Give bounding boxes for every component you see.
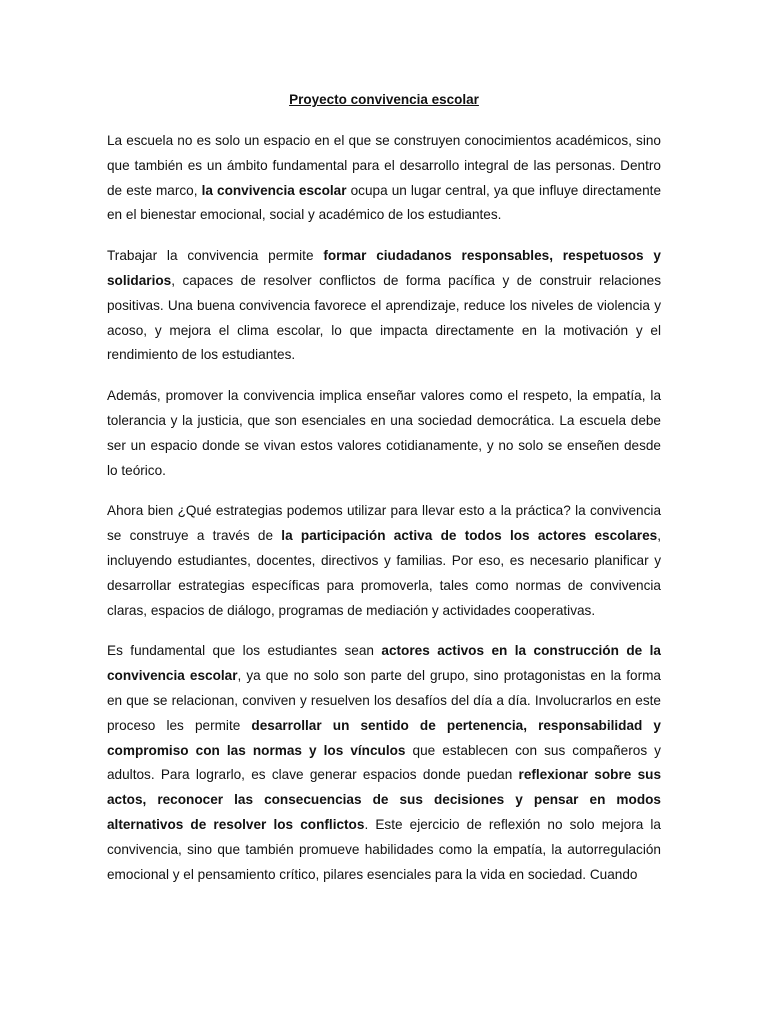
paragraph-text: Además, promover la convivencia implica enseñar valores como el respeto, la empatía, la tolerancia y la justicia, que son esenciales en una sociedad democrática. La escuela debe ser un espacio donde se vivan estos valores cotidianamente, y no solo se enseñen desde lo teórico. <box>107 388 661 478</box>
paragraph-5 <box>107 639 661 887</box>
paragraph-bold-text: actores activos en la construcción de la convivencia escolar <box>107 643 661 684</box>
paragraph-3 <box>107 384 661 483</box>
paragraph-bold-text: la participación activa de todos los actores escolares <box>281 528 658 544</box>
paragraph-4 <box>107 499 661 623</box>
paragraph-2 <box>107 244 661 368</box>
paragraph-bold-text: desarrollar un sentido de pertenencia, responsabilidad y compromiso con las normas y los vínculos <box>107 717 661 758</box>
paragraph-text: ocupa un lugar central, ya que influye directamente en el bienestar emocional, social y académico de los estudiantes. <box>107 182 662 223</box>
paragraph-text: , incluyendo estudiantes, docentes, directivos y familias. Por eso, es necesario planificar y desarrollar estrategias específicas para promoverla, tales como normas de convivencia claras, espacios de diálogo, programas de mediación y actividades cooperativas. <box>107 528 661 618</box>
paragraph-text: La escuela no es solo un espacio en el que se construyen conocimientos académicos, sino que también es un ámbito fundamental para el desarrollo integral de las personas. Dentro de este marco, <box>107 133 661 198</box>
paragraph-text: Trabajar la convivencia permite <box>107 248 324 264</box>
paragraph-text: , ya que no solo son parte del grupo, sino protagonistas en la forma en que se relacionan, conviven y resuelven los desafíos del día a día. Involucrarlos en este proceso les permite <box>107 668 661 733</box>
paragraph-text: que establecen con sus compañeros y adultos. Para lograrlo, es clave generar espacios donde puedan <box>107 742 661 783</box>
paragraph-text: , capaces de resolver conflictos de forma pacífica y de construir relaciones positivas. Una buena convivencia favorece el aprendizaje, reduce los niveles de violencia y acoso, y mejora el clima escolar, lo que impacta directamente en la motivación y el rendimiento de los estudiantes. <box>107 272 661 363</box>
paragraph-bold-text: formar ciudadanos responsables, respetuosos y solidarios <box>107 248 661 288</box>
document-page <box>107 91 661 903</box>
paragraph-bold-text: la convivencia escolar <box>201 182 347 198</box>
paragraph-text: Es fundamental que los estudiantes sean <box>107 643 382 659</box>
document-title: Proyecto convivencia escolar <box>289 92 479 107</box>
paragraph-1 <box>107 129 661 228</box>
paragraph-text: . Este ejercicio de reflexión no solo mejora la convivencia, sino que también promueve habilidades como la empatía, la autorregulación emocional y el pensamiento crítico, pilares esenciales para la vida en sociedad. Cuando <box>107 816 661 882</box>
paragraph-text: Ahora bien ¿Qué estrategias podemos utilizar para llevar esto a la práctica? la convivencia se construye a través de <box>107 503 661 544</box>
paragraph-bold-text: reflexionar sobre sus actos, reconocer las consecuencias de sus decisiones y pensar en modos alternativos de resolver los conflictos <box>107 767 661 832</box>
